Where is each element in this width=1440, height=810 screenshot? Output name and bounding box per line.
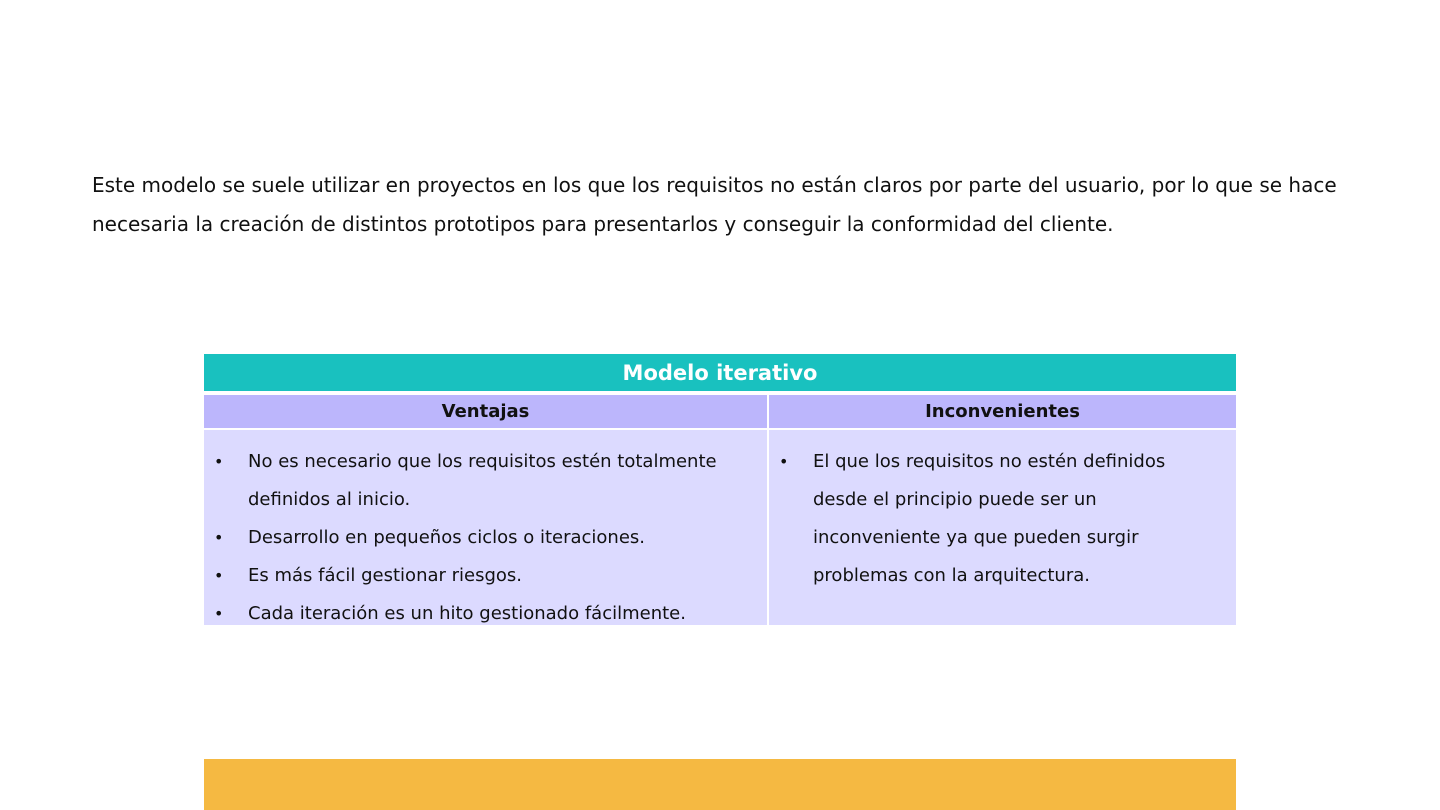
list-item-text: Cada iteración es un hito gestionado fácilmente. [248,603,686,624]
table-header-row [204,395,1236,430]
list-item [204,595,767,633]
list-item-text: El que los requisitos no estén definidos desde el principio puede ser un inconveniente ya que pueden surgir problemas con la arquitectura. [813,451,1166,586]
ventajas-cell [204,430,769,625]
comparison-table [204,354,1236,625]
bullet-icon: • [214,528,224,547]
bullet-icon: • [214,604,224,623]
bullet-icon: • [779,452,789,471]
inconvenientes-list [769,430,1236,595]
inconvenientes-cell [769,430,1236,625]
bullet-icon: • [214,452,224,471]
list-item [204,519,767,557]
intro-paragraph: Este modelo se suele utilizar en proyectos en los que los requisitos no están claros por parte del usuario, por lo que se hace necesaria la creación de distintos prototipos para presentarlos y conseguir la conformidad del cliente. [92,173,1337,236]
header-ventajas: Ventajas [204,395,769,430]
list-item [204,443,767,519]
header-inconvenientes: Inconvenientes [769,395,1236,430]
list-item [204,557,767,595]
list-item [769,443,1236,595]
bullet-icon: • [214,566,224,585]
ventajas-list [204,430,767,633]
footer-color-band [204,759,1236,810]
list-item-text: Desarrollo en pequeños ciclos o iteraciones. [248,527,646,548]
list-item-text: No es necesario que los requisitos estén totalmente definidos al inicio. [248,451,717,510]
table-title: Modelo iterativo [204,354,1236,395]
list-item-text: Es más fácil gestionar riesgos. [248,565,523,586]
table-body-row [204,430,1236,625]
